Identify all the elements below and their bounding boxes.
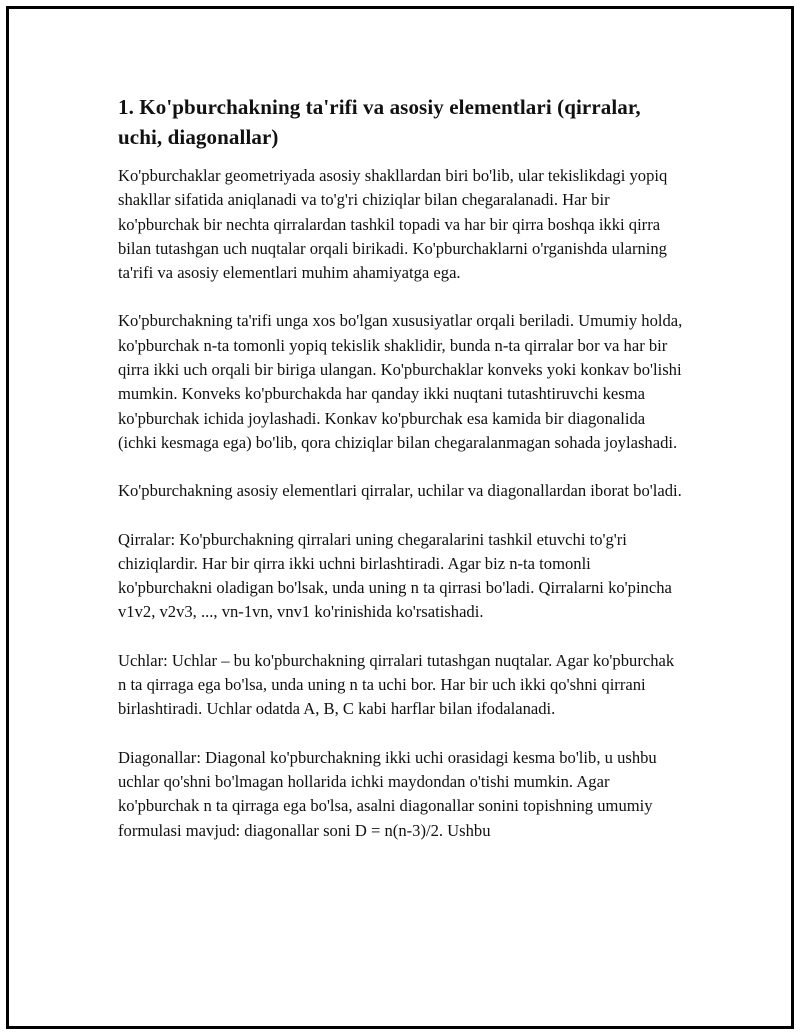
paragraph-elements: Ko'pburchakning asosiy elementlari qirralar, uchilar va diagonallardan iborat bo'ladi. xyxy=(118,481,682,501)
paragraph-diagonals: Diagonallar: Diagonal ko'pburchakning ikki uchi orasidagi kesma bo'lib, u ushbu uchlar qo'shni bo'lmagan hollarida ichki maydondan o'tishi mumkin. Agar ko'pburchak n ta qirraga ega bo'lsa, asalni diagonallar sonini topishning umumiy formulasi mavjud: diagonallar soni D = n(n-3)/2. Ushbu xyxy=(118,747,657,840)
paragraph-edges: Qirralar: Ko'pburchakning qirralari uning chegaralarini tashkil etuvchi to'g'ri chiziqlardir. Har bir qirra ikki uchni birlashtiradi. Agar biz n-ta tomonli ko'pburchakni oladigan bo'lsak, unda uning n ta qirrasi bo'ladi. Qirralarni ko'pincha v1v2, v2v3, ..., vn-1vn, vnv1 ko'rinishida ko'rsatishadi. xyxy=(118,529,672,622)
section-heading: 1. Ko'pburchakning ta'rifi va asosiy elementlari (qirralar, uchi, diagonallar) xyxy=(118,95,641,149)
paragraph-intro: Ko'pburchaklar geometriyada asosiy shakllardan biri bo'lib, ular tekislikdagi yopiq shakllar sifatida aniqlanadi va to'g'ri chiziqlar bilan chegaralanadi. Har bir ko'pburchak bir nechta qirralardan tashkil topadi va har bir qirra boshqa ikki qirra bilan tutashgan uch nuqtalar orqali birikadi. Ko'pburchaklarni o'rganishda ularning ta'rifi va asosiy elementlari muhim ahamiyatga ega. xyxy=(118,166,668,283)
document-body xyxy=(118,92,686,867)
paragraph-definition: Ko'pburchakning ta'rifi unga xos bo'lgan xususiyatlar orqali beriladi. Umumiy holda, ko'pburchak n-ta tomonli yopiq tekislik shaklidir, bunda n-ta qirralar bor va har bir qirra ikki uch orqali bir biriga ulangan. Ko'pburchaklar konveks yoki konkav bo'lishi mumkin. Konveks ko'pburchakda har qanday ikki nuqtani tutashtiruvchi kesma ko'pburchak ichida joylashadi. Konkav ko'pburchak esa kamida bir diagonalida (ichki kesmaga ega) bo'lib, qora chiziqlar bilan chegaralanmagan sohada joylashadi. xyxy=(118,311,683,452)
paragraph-vertices: Uchlar: Uchlar – bu ko'pburchakning qirralari tutashgan nuqtalar. Agar ko'pburchak n ta qirraga ega bo'lsa, unda uning n ta uchi bor. Har bir uch ikki qo'shni qirrani birlashtiradi. Uchlar odatda A, B, C kabi harflar bilan ifodalanadi. xyxy=(118,650,675,719)
